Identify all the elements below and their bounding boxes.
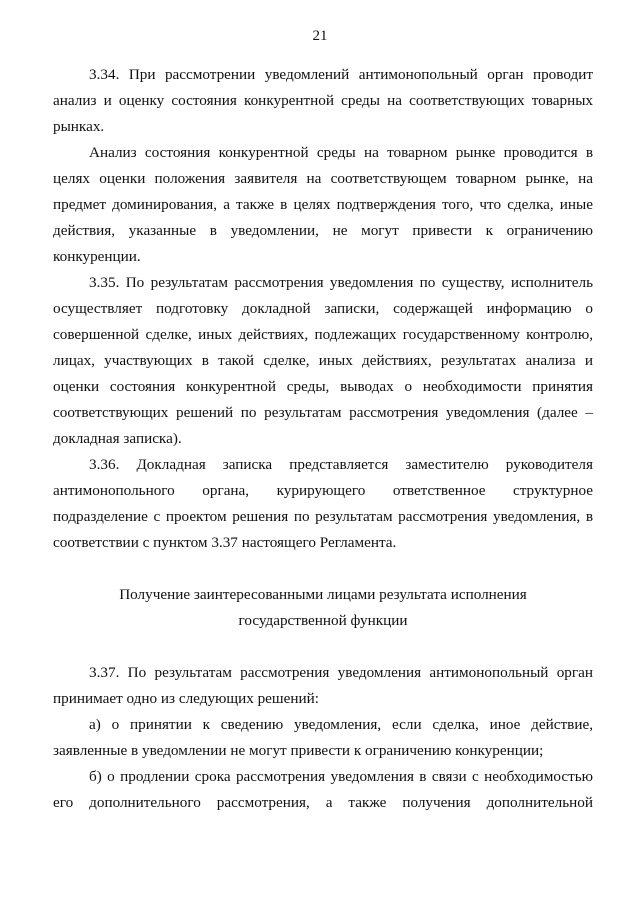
paragraph-3-34: 3.34. При рассмотрении уведомлений антимонопольный орган проводит анализ и оценку состояния конкурентной среды на соответствующих товарных рынках. (53, 66, 593, 135)
page-number: 21 (312, 28, 328, 44)
paragraph-3-36: 3.36. Докладная записка представляется заместителю руководителя антимонопольного органа, курирующего ответственное структурное подразделение с проектом решения по результатам рассмотрения уведомления, в соответствии с пунктом 3.37 настоящего Регламента. (53, 456, 593, 551)
section-heading-line-2: государственной функции (238, 612, 408, 629)
paragraph-3-37: 3.37. По результатам рассмотрения уведомления антимонопольный орган принимает одно из следующих решений: (53, 664, 593, 707)
paragraph-3-35: 3.35. По результатам рассмотрения уведомления по существу, исполнитель осуществляет подготовку докладной записки, содержащей информацию о совершенной сделке, иных действиях, подлежащих государственному контролю, лицах, участвующих в такой сделке, иных действиях, результатах анализа и оценки состояния конкурентной среды, выводах о необходимости принятия соответствующих решений по результатам рассмотрения уведомления (далее – докладная записка). (53, 274, 593, 447)
paragraph-analysis: Анализ состояния конкурентной среды на товарном рынке проводится в целях оценки положения заявителя на соответствующем товарном рынке, на предмет доминирования, а также в целях подтверждения того, что сделка, иные действия, указанные в уведомлении, не могут привести к ограничению конкуренции. (53, 144, 593, 265)
paragraph-item-a: а) о принятии к сведению уведомления, если сделка, иное действие, заявленные в уведомлении не могут привести к ограничению конкуренции; (53, 716, 593, 759)
document-body (53, 62, 593, 816)
section-heading (53, 582, 593, 634)
section-heading-line-1: Получение заинтересованными лицами результата исполнения (119, 586, 527, 603)
paragraph-item-b: б) о продлении срока рассмотрения уведомления в связи с необходимостью его дополнительного рассмотрения, а также получения дополнительной (53, 768, 593, 811)
